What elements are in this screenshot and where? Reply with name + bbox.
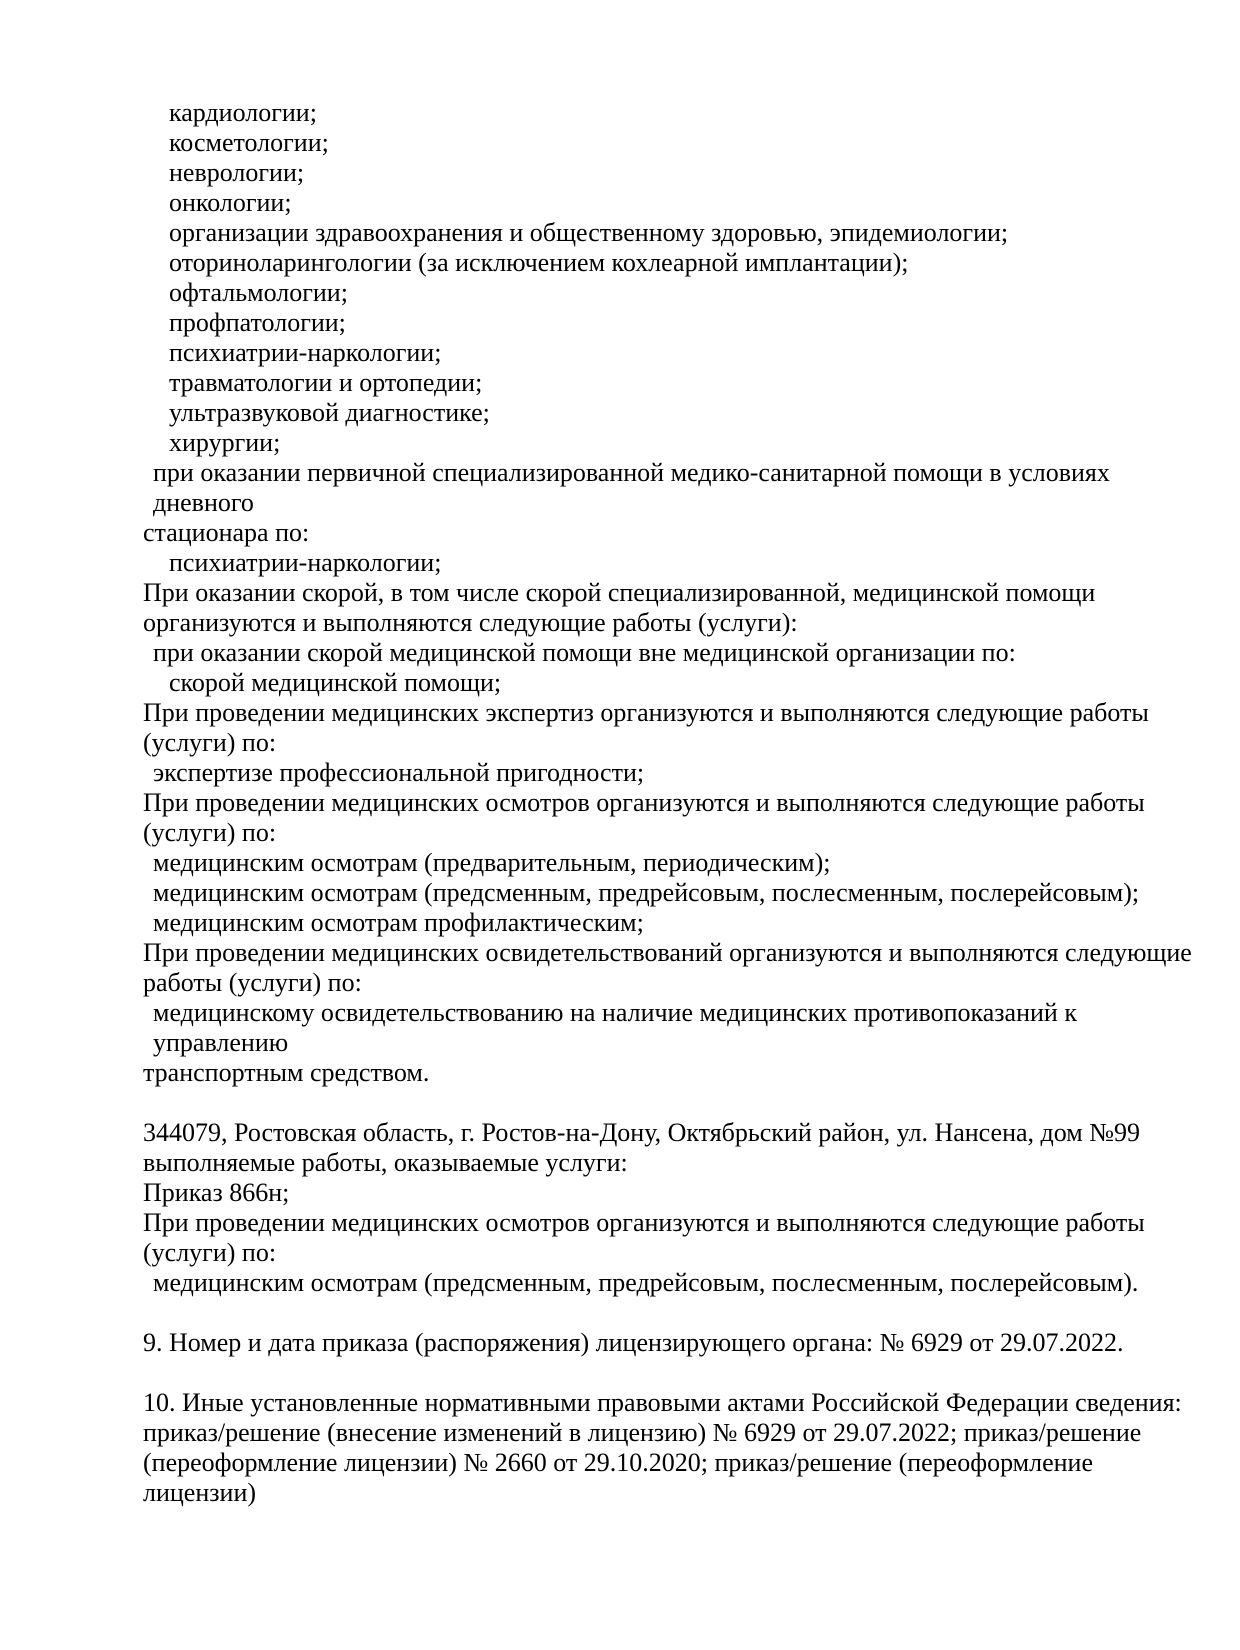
paragraph <box>143 638 1203 668</box>
text-line: офтальмологии; <box>169 278 348 307</box>
paragraph <box>143 1118 1203 1148</box>
text-line: При проведении медицинских осмотров организуются и выполняются следующие работы <box>143 1208 1145 1237</box>
paragraph <box>143 578 1203 638</box>
text-line: (переоформление лицензии) № 2660 от 29.10.2020; приказ/решение (переоформление лицензии) <box>143 1448 1094 1507</box>
text-line: При проведении медицинских освидетельствований организуются и выполняются следующие <box>143 938 1192 967</box>
paragraph <box>143 98 1203 128</box>
text-line: косметологии; <box>169 128 329 157</box>
paragraph <box>143 938 1203 998</box>
text-line: оториноларингологии (за исключением кохлеарной имплантации); <box>169 248 909 277</box>
paragraph <box>143 1148 1203 1178</box>
text-line: онкологии; <box>169 188 292 217</box>
paragraph <box>143 218 1203 248</box>
text-line: психиатрии-наркологии; <box>169 338 442 367</box>
document-body <box>143 98 1203 1508</box>
text-line: При проведении медицинских осмотров организуются и выполняются следующие работы <box>143 788 1145 817</box>
paragraph <box>143 1178 1203 1208</box>
text-line: (услуги) по: <box>143 818 277 847</box>
text-line: ультразвуковой диагностике; <box>169 398 490 427</box>
text-line: кардиологии; <box>169 98 317 127</box>
text-line: скорой медицинской помощи; <box>169 668 502 697</box>
text-line: (услуги) по: <box>143 728 277 757</box>
paragraph <box>143 368 1203 398</box>
text-line: экспертизе профессиональной пригодности; <box>153 758 645 787</box>
paragraph <box>143 158 1203 188</box>
paragraph <box>143 128 1203 158</box>
paragraph <box>143 548 1203 578</box>
text-line: организации здравоохранения и общественному здоровью, эпидемиологии; <box>169 218 1009 247</box>
paragraph <box>143 878 1203 908</box>
text-line: при оказании скорой медицинской помощи вне медицинской организации по: <box>153 638 1016 667</box>
paragraph <box>143 908 1203 938</box>
paragraph <box>143 1328 1203 1358</box>
paragraph <box>143 308 1203 338</box>
paragraph <box>143 848 1203 878</box>
text-line: психиатрии-наркологии; <box>169 548 442 577</box>
paragraph <box>143 398 1203 428</box>
text-line: 9. Номер и дата приказа (распоряжения) лицензирующего органа: № 6929 от 29.07.2022. <box>143 1328 1124 1357</box>
paragraph <box>143 698 1203 758</box>
text-line: выполняемые работы, оказываемые услуги: <box>143 1148 628 1177</box>
paragraph <box>143 248 1203 278</box>
paragraph <box>143 338 1203 368</box>
text-line: транспортным средством. <box>143 1058 430 1087</box>
paragraph <box>143 278 1203 308</box>
paragraph <box>143 428 1203 458</box>
text-line: медицинским осмотрам (предсменным, предрейсовым, послесменным, послерейсовым); <box>153 878 1140 907</box>
paragraph <box>143 998 1203 1088</box>
text-line: (услуги) по: <box>143 1238 277 1267</box>
text-line: При оказании скорой, в том числе скорой специализированной, медицинской помощи <box>143 578 1096 607</box>
text-line: При проведении медицинских экспертиз организуются и выполняются следующие работы <box>143 698 1149 727</box>
text-line: работы (услуги) по: <box>143 968 362 997</box>
text-line: профпатологии; <box>169 308 346 337</box>
paragraph <box>143 1388 1203 1508</box>
text-line: при оказании первичной специализированной медико-санитарной помощи в условиях дневного <box>153 458 1110 517</box>
text-line: медицинским осмотрам профилактическим; <box>153 908 644 937</box>
text-line: Приказ 866н; <box>143 1178 290 1207</box>
text-line: хирургии; <box>169 428 281 457</box>
text-line: неврологии; <box>169 158 305 187</box>
paragraph <box>143 668 1203 698</box>
paragraph <box>143 458 1203 548</box>
text-line: медицинскому освидетельствованию на наличие медицинских противопоказаний к управлению <box>153 998 1077 1057</box>
text-line: организуются и выполняются следующие работы (услуги): <box>143 608 798 637</box>
paragraph <box>143 758 1203 788</box>
paragraph <box>143 1268 1203 1298</box>
text-line: 344079, Ростовская область, г. Ростов-на-Дону, Октябрьский район, ул. Нансена, дом №99 <box>143 1118 1141 1147</box>
paragraph <box>143 1208 1203 1268</box>
text-line: медицинским осмотрам (предварительным, периодическим); <box>153 848 831 877</box>
text-line: 10. Иные установленные нормативными правовыми актами Российской Федерации сведения: <box>143 1388 1182 1417</box>
text-line: медицинским осмотрам (предсменным, предрейсовым, послесменным, послерейсовым). <box>153 1268 1139 1297</box>
text-line: стационара по: <box>143 518 310 547</box>
text-line: травматологии и ортопедии; <box>169 368 483 397</box>
text-line: приказ/решение (внесение изменений в лицензию) № 6929 от 29.07.2022; приказ/решение <box>143 1418 1142 1447</box>
paragraph <box>143 188 1203 218</box>
paragraph <box>143 788 1203 848</box>
